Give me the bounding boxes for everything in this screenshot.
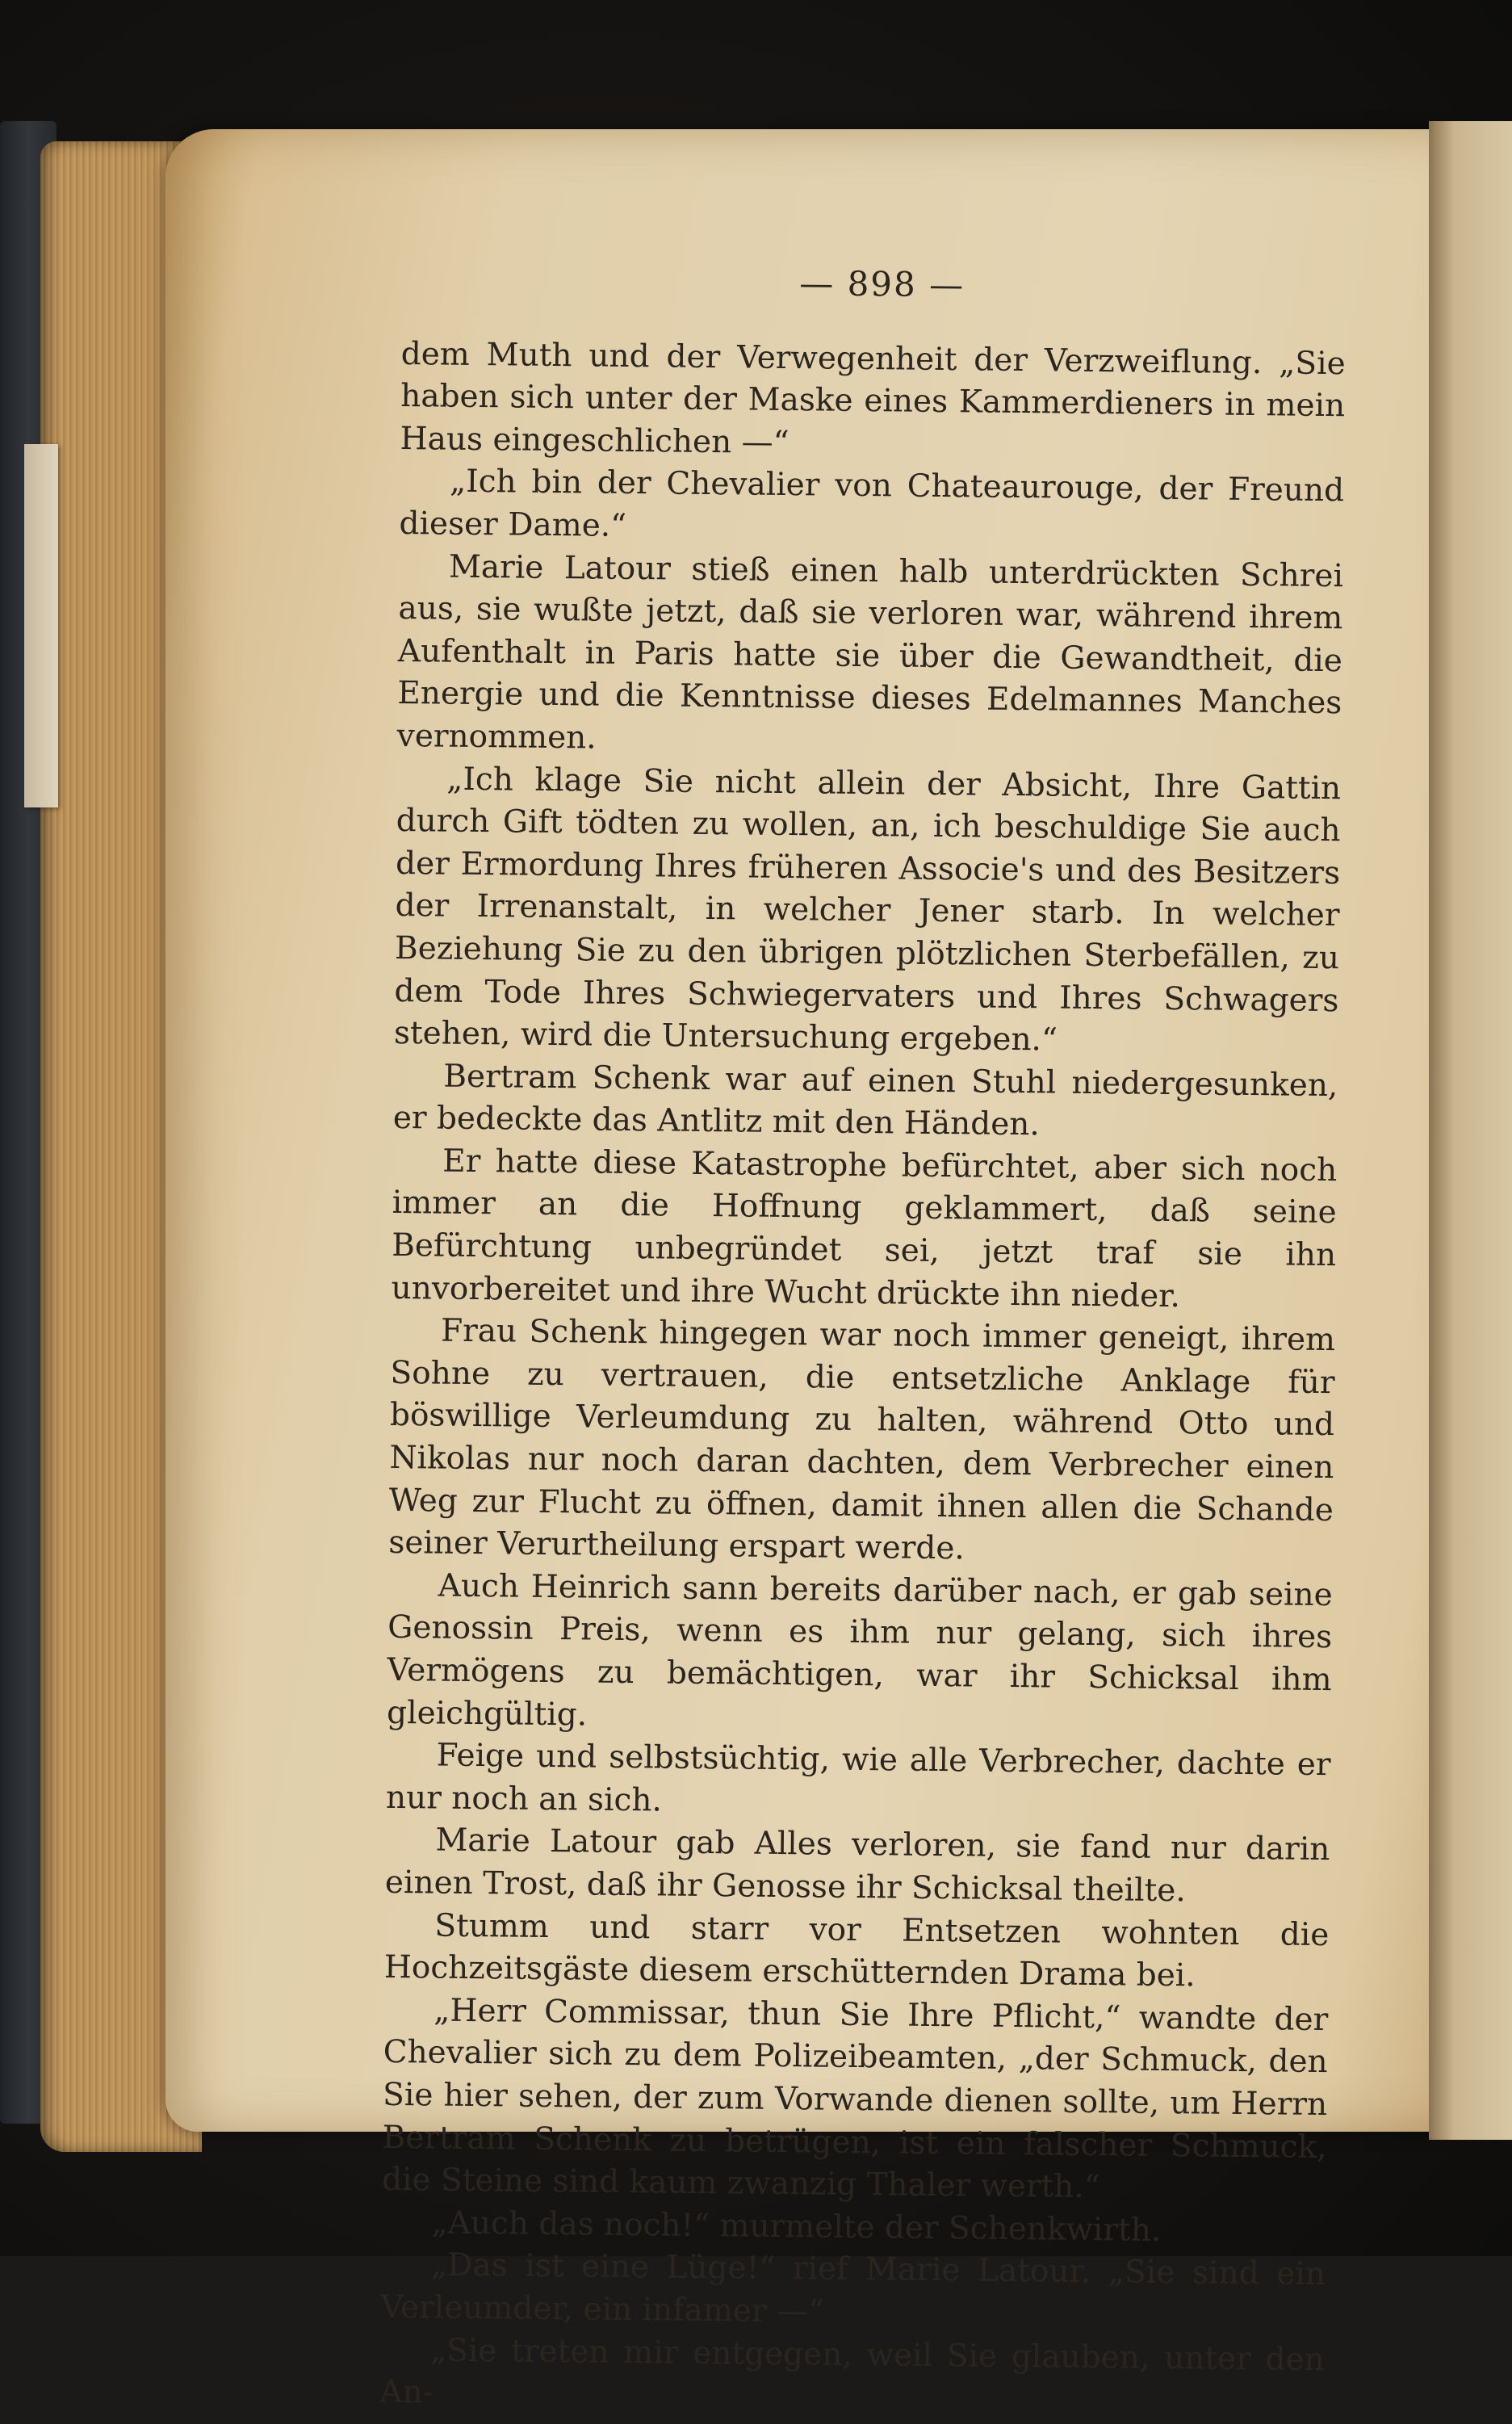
paragraph: „Ich klage Sie nicht allein der Absicht, Ihre Gattin durch Gift tödten zu wollen, an, ich beschuldige Sie auch der Ermordung Ihres früheren Associe's und des Besitzers der Irrenanstalt, in welcher Jener starb. In welcher Beziehung Sie zu den übrigen plötzlichen Sterbefällen, zu dem Tode Ihres Schwiegervaters und Ihres Schwagers stehen, wird die Untersuchung ergeben.“ (393, 761, 1342, 1059)
adjoining-page-edge (1429, 121, 1512, 2140)
page-number: — 898 — (799, 263, 965, 305)
bookmark-slip (24, 444, 58, 807)
paragraph: Frau Schenk hingegen war noch immer geneigt, ihrem Sohne zu vertrauen, die entsetzliche Anklage für böswillige Verleumdung zu halten, während Otto und Nikolas nur noch daran dachten, dem Verbrecher einen Weg zur Flucht zu öffnen, damit ihnen allen die Schande seiner Verurtheilung erspart werde. (388, 1312, 1336, 1567)
page-text (379, 258, 1347, 2424)
paragraph: Marie Latour gab Alles verloren, sie fand nur darin einen Trost, daß ihr Genosse ihr Schicksal theilte. (384, 1822, 1330, 1910)
paragraph: „Sie treten mir entgegen, weil Sie glauben, unter den An- (379, 2332, 1326, 2411)
paragraph: „Das ist eine Lüge!“ rief Marie Latour. „Sie sind ein Verleumder, ein infamer —“ (380, 2246, 1326, 2330)
paragraph: „Auch das noch!“ murmelte der Schenkwirth. (431, 2204, 1162, 2249)
paragraph: dem Muth und der Verwegenheit der Verzweiflung. „Sie haben sich unter der Maske eines Kammerdieners in mein Haus eingeschlichen —“ (400, 335, 1346, 461)
paragraph: Marie Latour stieß einen halb unterdrückten Schrei aus, sie wußte jetzt, daß sie verloren war, während ihrem Aufenthalt in Paris hatte sie über die Gewandtheit, die Energie und die Kenntnisse dieses Edelmannes Manches vernommen. (396, 548, 1344, 757)
paragraph: „Herr Commissar, thun Sie Ihre Pflicht,“ wandte der Chevalier sich zu dem Polizeibeamten, „der Schmuck, den Sie hier sehen, der zum Vorwande dienen sollte, um Herrn Bertram Schenk zu betrügen, ist ein falscher Schmuck, die Steine sind kaum zwanzig Thaler werth.“ (381, 1992, 1329, 2206)
paragraph: „Ich bin der Chevalier von Chateaurouge, der Freund dieser Dame.“ (399, 463, 1345, 544)
paragraph: Stumm und starr vor Entsetzen wohnten die Hochzeitsgäste diesem erschütternden Drama bei. (383, 1907, 1330, 1994)
paragraph: Bertram Schenk war auf einen Stuhl niedergesunken, er bedeckte das Antlitz mit den Händen. (392, 1058, 1338, 1143)
paragraph: Feige und selbstsüchtig, wie alle Verbrecher, dachte er nur noch an sich. (385, 1737, 1331, 1819)
paragraph: Er hatte diese Katastrophe befürchtet, aber sich noch immer an die Hoffnung geklammert, daß seine Befürchtung unbegründet sei, jetzt traf sie ihn unvorbereitet und ihre Wucht drückte ihn nieder. (391, 1143, 1338, 1315)
paragraph: Auch Heinrich sann bereits darüber nach, er gab seine Genossin Preis, wenn es ihm nur gelang, sich ihres Vermögens zu bemächtigen, war ihr Schicksal ihm gleichgültig. (386, 1567, 1333, 1734)
